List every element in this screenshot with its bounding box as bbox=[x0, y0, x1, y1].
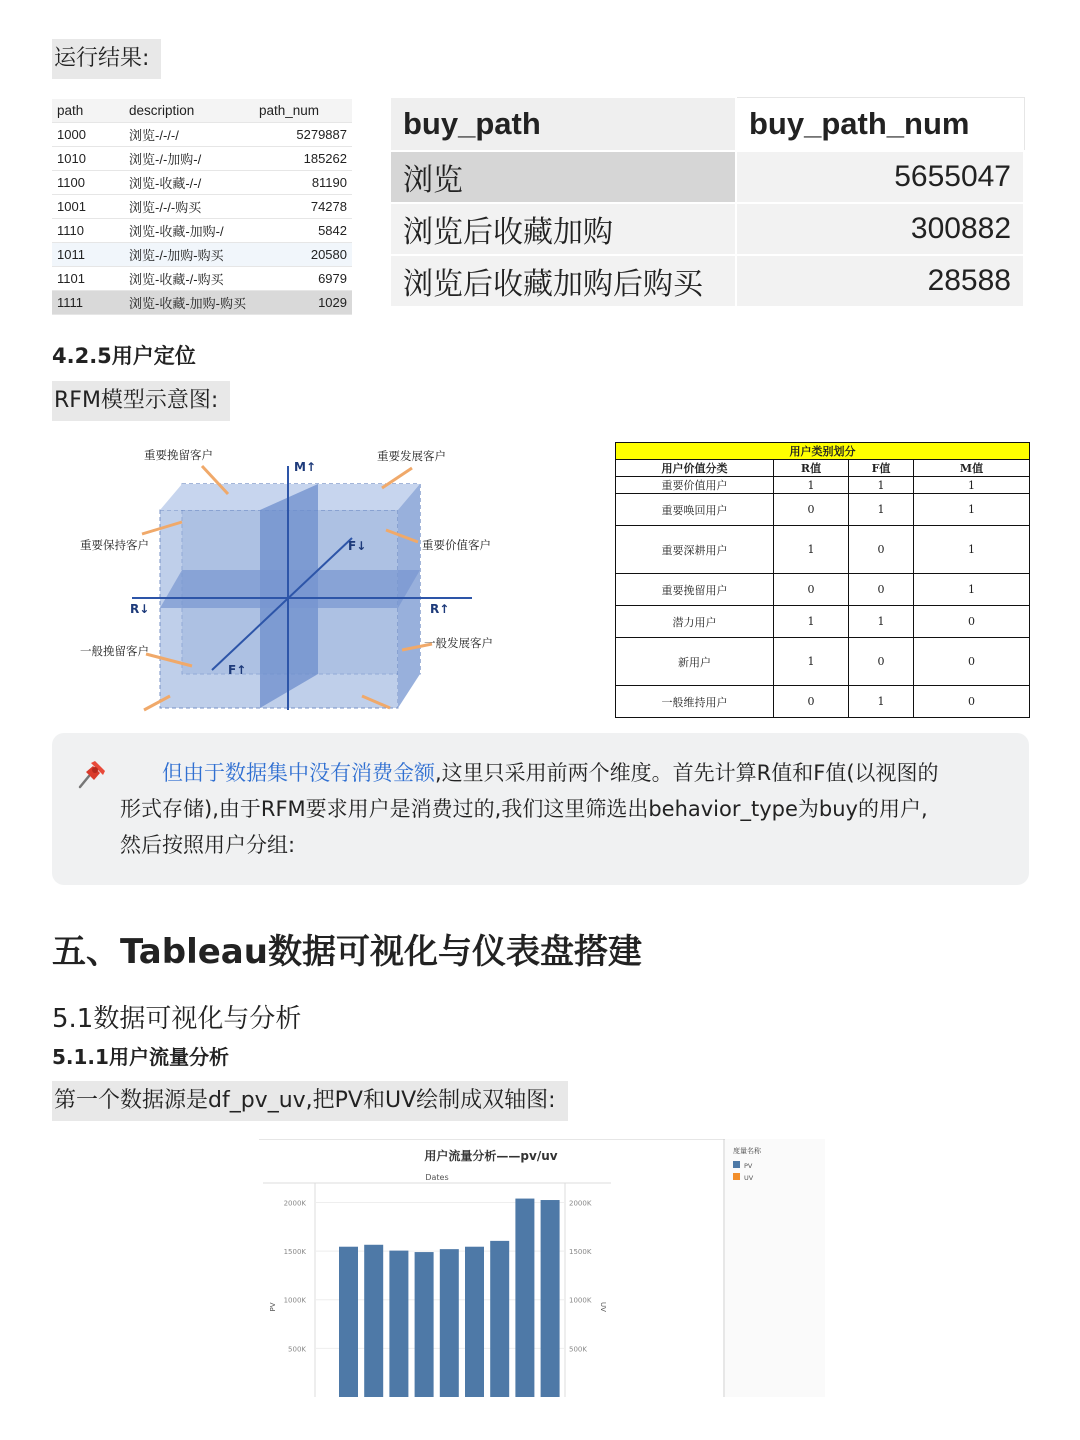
cell-path: 1111 bbox=[52, 291, 124, 315]
cell-path-num: 81190 bbox=[254, 171, 352, 195]
cell-m: 1 bbox=[914, 574, 1030, 606]
col-f: F值 bbox=[849, 460, 914, 477]
legend-label-pv[interactable]: PV bbox=[744, 1162, 753, 1170]
cell-description: 浏览-/-/-购买 bbox=[124, 195, 254, 219]
cell-segment: 新用户 bbox=[616, 638, 774, 686]
pv-bar bbox=[515, 1199, 534, 1397]
cell-m: 0 bbox=[914, 606, 1030, 638]
label-important-develop: 重要发展客户 bbox=[377, 449, 446, 463]
pv-bar bbox=[465, 1247, 484, 1397]
y-tick-label: 500K bbox=[288, 1345, 306, 1354]
cell-description: 浏览-收藏-加购-/ bbox=[124, 219, 254, 243]
axis-f-up: F↑ bbox=[228, 663, 247, 677]
cell-r: 0 bbox=[774, 574, 849, 606]
cell-segment: 重要深耕用户 bbox=[616, 526, 774, 574]
cell-buy-path: 浏览 bbox=[391, 151, 736, 203]
col-buy-path: buy_path bbox=[391, 98, 736, 152]
path-table-row bbox=[52, 291, 352, 315]
section-5-title: 五、Tableau数据可视化与仪表盘搭建 bbox=[52, 932, 642, 972]
cell-segment: 一般维持用户 bbox=[616, 686, 774, 718]
legend-swatch-pv bbox=[733, 1161, 740, 1168]
cell-description: 浏览-/-/-/ bbox=[124, 123, 254, 147]
cell-f: 1 bbox=[849, 606, 914, 638]
legend-title: 度量名称 bbox=[733, 1147, 761, 1155]
horizontal-plane bbox=[160, 570, 420, 608]
segment-row bbox=[616, 526, 1030, 574]
y2-tick-label: 500K bbox=[569, 1345, 587, 1354]
label-important-value: 重要价值客户 bbox=[422, 538, 491, 552]
cell-segment: 重要唤回用户 bbox=[616, 494, 774, 526]
cell-path: 1110 bbox=[52, 219, 124, 243]
cell-r: 0 bbox=[774, 686, 849, 718]
y-tick-label: 1500K bbox=[283, 1248, 306, 1257]
cell-path-num: 1029 bbox=[254, 291, 352, 315]
cell-path: 1000 bbox=[52, 123, 124, 147]
col-segment: 用户价值分类 bbox=[616, 460, 774, 477]
cell-segment: 重要价值用户 bbox=[616, 477, 774, 494]
path-table-row bbox=[52, 243, 352, 267]
cell-buy-path: 浏览后收藏加购 bbox=[391, 203, 736, 255]
label-general-develop: 一般发展客户 bbox=[424, 636, 493, 650]
col-buy-path-num: buy_path_num bbox=[736, 98, 1024, 152]
col-path-num: path_num bbox=[254, 99, 352, 123]
path-table bbox=[52, 99, 352, 315]
cell-path-num: 185262 bbox=[254, 147, 352, 171]
section-5-1-1-heading: 5.1.1用户流量分析 bbox=[52, 1045, 229, 1069]
cell-f: 1 bbox=[849, 494, 914, 526]
cell-buy-path-num: 300882 bbox=[736, 203, 1024, 255]
axis-f-down: F↓ bbox=[348, 539, 367, 553]
cell-r: 0 bbox=[774, 494, 849, 526]
pv-bar bbox=[440, 1249, 459, 1397]
cell-path: 1100 bbox=[52, 171, 124, 195]
segment-row bbox=[616, 477, 1030, 494]
callout-link[interactable]: 但由于数据集中没有消费金额 bbox=[162, 761, 435, 785]
cell-buy-path: 浏览后收藏加购后购买 bbox=[391, 255, 736, 307]
buy-path-row bbox=[391, 255, 1024, 307]
cell-segment: 重要挽留用户 bbox=[616, 574, 774, 606]
chart-title: 用户流量分析——pv/uv bbox=[424, 1149, 558, 1163]
cell-m: 0 bbox=[914, 686, 1030, 718]
cell-description: 浏览-收藏-/-/ bbox=[124, 171, 254, 195]
pv-bar bbox=[415, 1252, 434, 1397]
pv-bar bbox=[490, 1241, 509, 1397]
y2-axis-label: UV bbox=[599, 1302, 607, 1312]
segment-table-title: 用户类别划分 bbox=[616, 443, 1030, 460]
axis-r-down: R↓ bbox=[130, 602, 150, 616]
pv-bar bbox=[339, 1247, 358, 1397]
segment-row bbox=[616, 574, 1030, 606]
cell-description: 浏览-/-加购-购买 bbox=[124, 243, 254, 267]
col-description: description bbox=[124, 99, 254, 123]
path-table-row bbox=[52, 195, 352, 219]
cell-r: 1 bbox=[774, 606, 849, 638]
segment-row bbox=[616, 686, 1030, 718]
cell-f: 0 bbox=[849, 526, 914, 574]
cell-path: 1001 bbox=[52, 195, 124, 219]
section-4-2-5-heading: 4.2.5用户定位 bbox=[52, 344, 196, 368]
cell-r: 1 bbox=[774, 638, 849, 686]
path-table-header bbox=[52, 99, 352, 123]
cell-path-num: 20580 bbox=[254, 243, 352, 267]
x-axis-label: Dates bbox=[425, 1173, 449, 1182]
cell-r: 1 bbox=[774, 526, 849, 574]
cell-f: 0 bbox=[849, 638, 914, 686]
pv-bar bbox=[541, 1200, 560, 1397]
run-result-label: 运行结果: bbox=[52, 39, 161, 79]
cell-description: 浏览-收藏-/-购买 bbox=[124, 267, 254, 291]
label-general-retain: 一般挽留客户 bbox=[80, 644, 149, 658]
cell-f: 1 bbox=[849, 477, 914, 494]
cell-path: 1011 bbox=[52, 243, 124, 267]
pv-bar bbox=[389, 1251, 408, 1397]
cell-m: 1 bbox=[914, 526, 1030, 574]
cell-f: 0 bbox=[849, 574, 914, 606]
rfm-label: RFM模型示意图: bbox=[52, 381, 230, 421]
pv-uv-chart bbox=[259, 1139, 825, 1397]
section-5-1-heading: 5.1数据可视化与分析 bbox=[52, 1004, 302, 1034]
datasource-label: 第一个数据源是df_pv_uv,把PV和UV绘制成双轴图: bbox=[52, 1081, 568, 1121]
pushpin-icon bbox=[74, 757, 108, 791]
y2-tick-label: 1000K bbox=[569, 1296, 592, 1305]
cell-m: 1 bbox=[914, 477, 1030, 494]
axis-m-up: M↑ bbox=[294, 460, 316, 474]
rfm-cube-diagram bbox=[52, 438, 512, 714]
col-path: path bbox=[52, 99, 124, 123]
legend-label-uv[interactable]: UV bbox=[744, 1174, 754, 1182]
pv-bar bbox=[364, 1245, 383, 1397]
y2-tick-label: 1500K bbox=[569, 1248, 592, 1257]
segment-row bbox=[616, 606, 1030, 638]
cell-path-num: 5279887 bbox=[254, 123, 352, 147]
col-r: R值 bbox=[774, 460, 849, 477]
segment-table-header bbox=[616, 460, 1030, 477]
cell-buy-path-num: 28588 bbox=[736, 255, 1024, 307]
cell-path: 1101 bbox=[52, 267, 124, 291]
cell-path-num: 6979 bbox=[254, 267, 352, 291]
path-table-row bbox=[52, 147, 352, 171]
callout-line-1-rest: ,这里只采用前两个维度。首先计算R值和F值(以视图的 bbox=[435, 761, 939, 785]
col-m: M值 bbox=[914, 460, 1030, 477]
callout-line-1 bbox=[120, 755, 1020, 791]
buy-path-row bbox=[391, 151, 1024, 203]
path-table-row bbox=[52, 219, 352, 243]
buy-path-row bbox=[391, 203, 1024, 255]
cell-path-num: 5842 bbox=[254, 219, 352, 243]
y-axis-label: PV bbox=[269, 1302, 277, 1312]
label-important-keep: 重要保持客户 bbox=[80, 538, 149, 552]
y-tick-label: 1000K bbox=[283, 1296, 306, 1305]
callout-line-2: 形式存储),由于RFM要求用户是消费过的,我们这里筛选出behavior_type为buy的用户, bbox=[120, 797, 928, 821]
path-table-row bbox=[52, 123, 352, 147]
cell-r: 1 bbox=[774, 477, 849, 494]
cell-description: 浏览-/-加购-/ bbox=[124, 147, 254, 171]
segment-row bbox=[616, 494, 1030, 526]
path-table-row bbox=[52, 267, 352, 291]
note-callout bbox=[52, 733, 1029, 885]
callout-line-3: 然后按照用户分组: bbox=[120, 833, 296, 857]
segment-table bbox=[615, 442, 1030, 718]
cell-path-num: 74278 bbox=[254, 195, 352, 219]
cell-m: 0 bbox=[914, 638, 1030, 686]
legend-swatch-uv bbox=[733, 1173, 740, 1180]
path-table-row bbox=[52, 171, 352, 195]
cell-f: 1 bbox=[849, 686, 914, 718]
buy-path-table-header bbox=[391, 98, 1024, 152]
cell-segment: 潜力用户 bbox=[616, 606, 774, 638]
cell-m: 1 bbox=[914, 494, 1030, 526]
cell-description: 浏览-收藏-加购-购买 bbox=[124, 291, 254, 315]
buy-path-table bbox=[391, 97, 1025, 308]
label-important-retain: 重要挽留客户 bbox=[144, 448, 213, 462]
segment-row bbox=[616, 638, 1030, 686]
axis-r-up: R↑ bbox=[430, 602, 450, 616]
y2-tick-label: 2000K bbox=[569, 1199, 592, 1208]
cell-buy-path-num: 5655047 bbox=[736, 151, 1024, 203]
cell-path: 1010 bbox=[52, 147, 124, 171]
y-tick-label: 2000K bbox=[283, 1199, 306, 1208]
